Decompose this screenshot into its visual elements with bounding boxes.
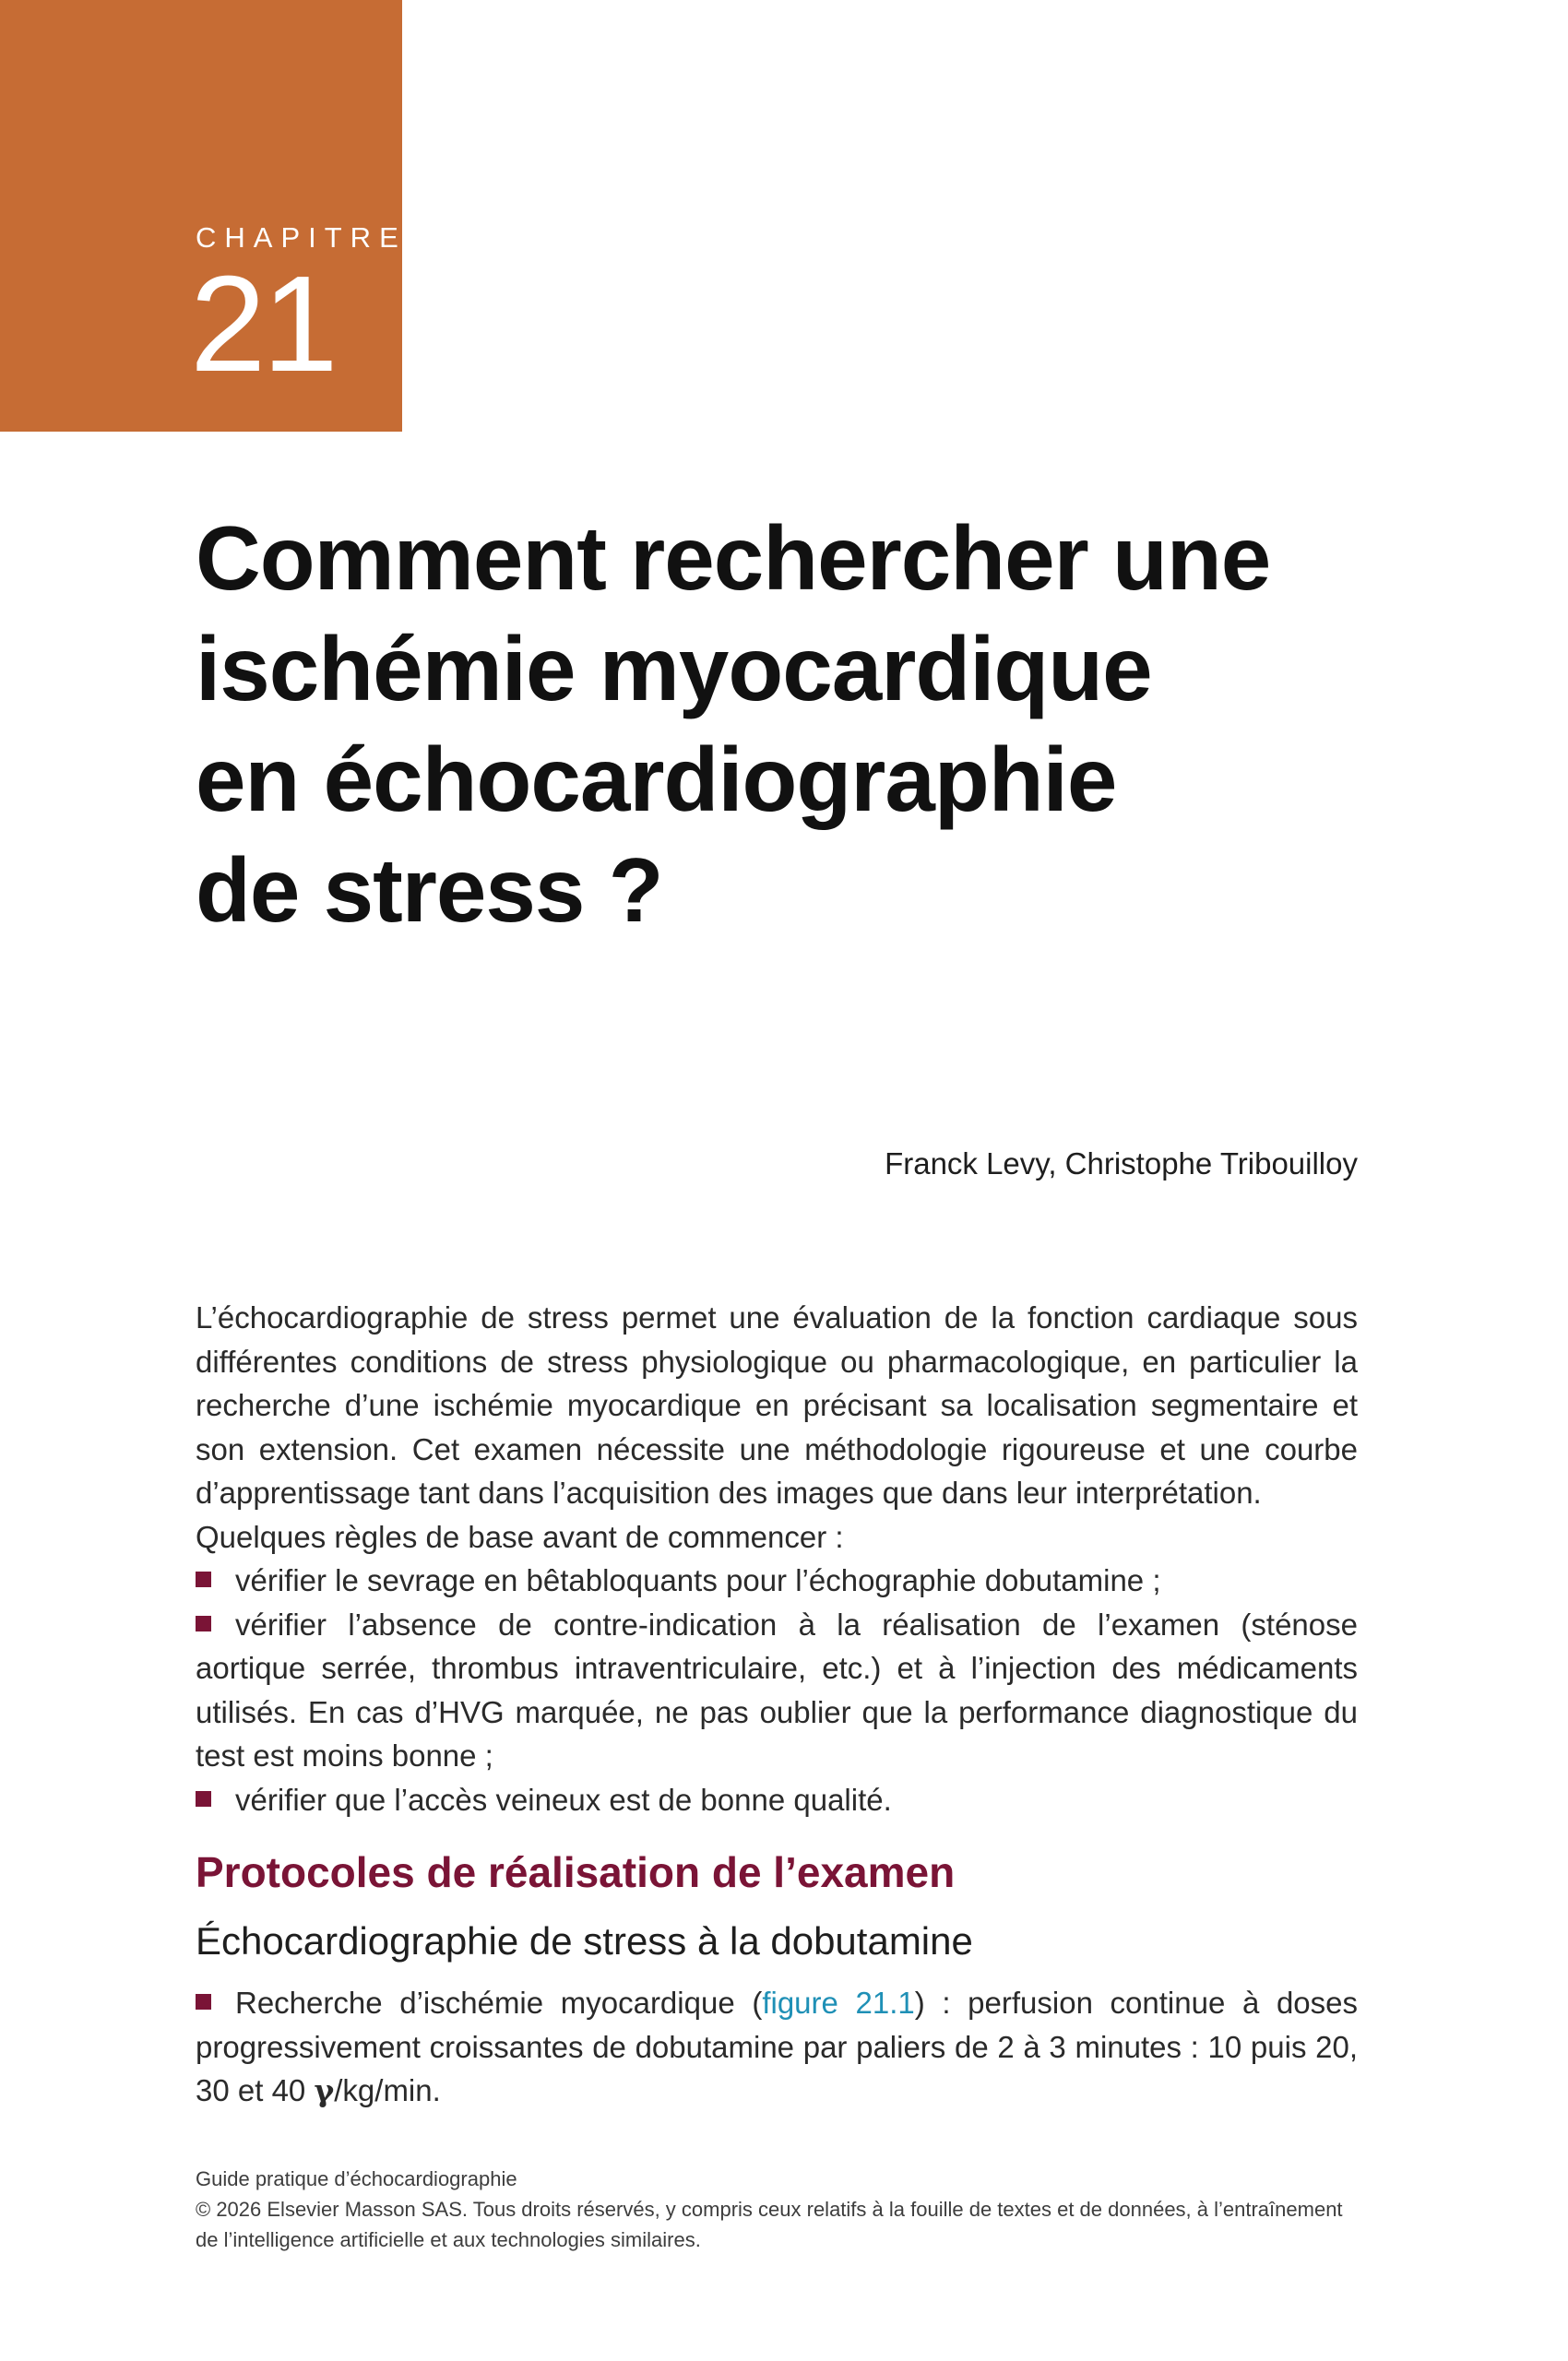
square-bullet-icon <box>196 1572 211 1587</box>
rules-intro: Quelques règles de base avant de commencer : <box>196 1519 844 1554</box>
chapter-label: CHAPITRE <box>196 221 407 254</box>
list-item <box>196 1981 1358 2113</box>
chapter-title <box>196 503 1395 945</box>
page-footer <box>196 2164 1367 2255</box>
book-title: Guide pratique d’échocardiographie <box>196 2167 517 2190</box>
rules-list <box>196 1559 1358 1821</box>
authors: Franck Levy, Christophe Tribouilloy <box>885 1146 1358 1180</box>
chapter-number: 21 <box>190 248 335 400</box>
protocol-list <box>196 1981 1358 2113</box>
square-bullet-icon <box>196 1994 211 2010</box>
chapter-title-line: en échocardiographie <box>196 729 1117 830</box>
chapter-title-line: Comment rechercher une <box>196 507 1271 609</box>
square-bullet-icon <box>196 1616 211 1631</box>
section-heading: Protocoles de réalisation de l’examen <box>196 1848 956 1896</box>
list-item <box>196 1559 1358 1603</box>
protocol-text-start: Recherche d’ischémie myocardique ( <box>235 1986 763 2020</box>
chapter-title-line: ischémie myocardique <box>196 618 1152 719</box>
list-item <box>196 1603 1358 1778</box>
protocol-section <box>196 1981 1358 2113</box>
protocol-text-end: ) : perfusion continue à doses progressivement croissantes de dobutamine par paliers de 2 à 3 minutes : 10 puis 20, 30 et 40 <box>196 1986 1359 2107</box>
square-bullet-icon <box>196 1791 211 1807</box>
chapter-title-line: de stress ? <box>196 839 663 941</box>
list-item-text: vérifier que l’accès veineux est de bonne qualité. <box>235 1782 892 1817</box>
list-item-text: vérifier l’absence de contre-indication à la réalisation de l’examen (sténose aortique serrée, thrombus intraventriculaire, etc.) et à l’injection des médicaments utilisés. En cas d’HVG marquée, ne pas oublier que la performance diagnostique du test est moins bonne ; <box>196 1607 1358 1773</box>
subsection-heading: Échocardiographie de stress à la dobutamine <box>196 1919 973 1963</box>
dose-unit: /kg/min. <box>334 2073 441 2107</box>
figure-link[interactable]: figure 21.1 <box>762 1986 915 2020</box>
list-item <box>196 1778 1358 1822</box>
gamma-symbol: γ <box>314 2072 335 2108</box>
copyright-notice: © 2026 Elsevier Masson SAS. Tous droits réservés, y compris ceux relatifs à la fouille de textes et de données, à l’entraînement de l’intelligence artificielle et aux technologies similaires. <box>196 2198 1343 2251</box>
chapter-block <box>0 0 407 432</box>
intro-section <box>196 1296 1358 1821</box>
list-item-text: vérifier le sevrage en bêtabloquants pour l’échographie dobutamine ; <box>235 1563 1161 1597</box>
intro-paragraph: L’échocardiographie de stress permet une évaluation de la fonction cardiaque sous différentes conditions de stress physiologique ou pharmacologique, en particulier la recherche d’une ischémie myocardique en précisant sa localisation segmentaire et son extension. Cet examen nécessite une méthodologie rigoureuse et une courbe d’apprentissage tant dans l’acquisition des images que dans leur interprétation. <box>196 1300 1358 1510</box>
